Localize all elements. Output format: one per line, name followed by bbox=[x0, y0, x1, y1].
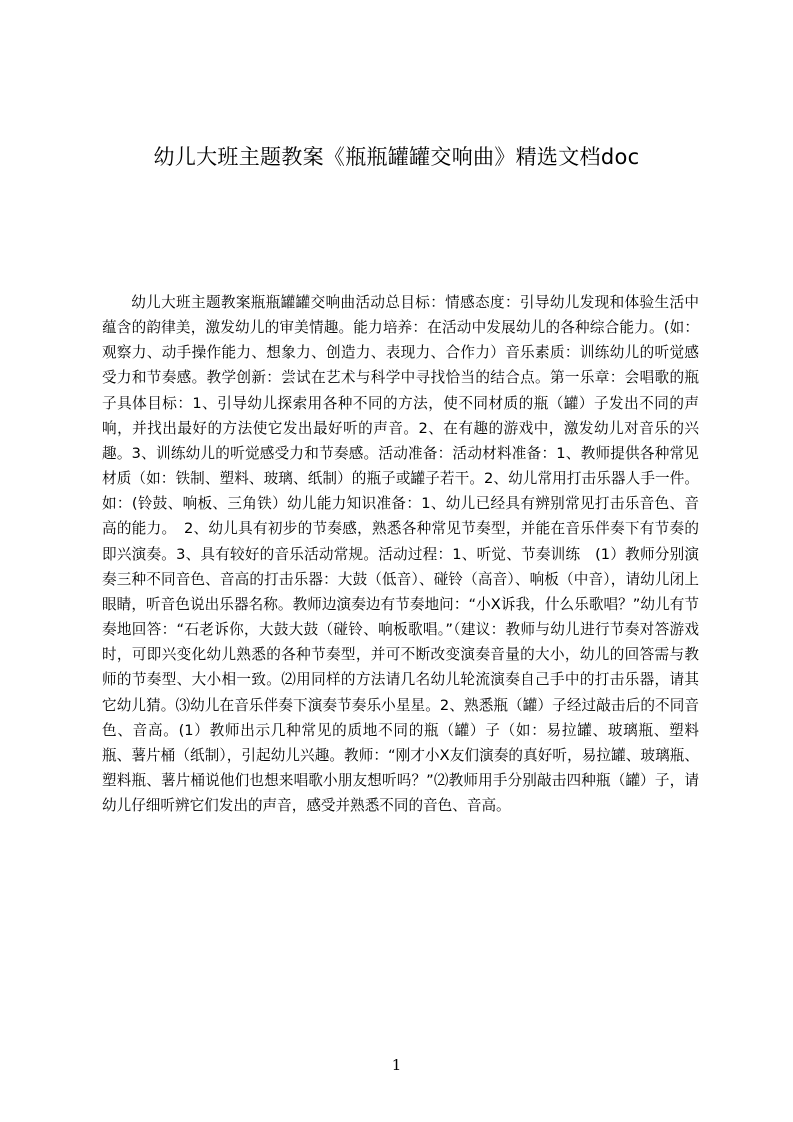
document-title: 幼儿大班主题教案《瓶瓶罐罐交响曲》精选文档doc bbox=[153, 145, 640, 169]
document-body-paragraph: 幼儿大班主题教案瓶瓶罐罐交响曲活动总目标：情感态度：引导幼儿发现和体验生活中蕴含的韵律美，激发幼儿的审美情趣。能力培养：在活动中发展幼儿的各种综合能力。(如：观察力、动手操作能力、想象力、创造力、表现力、合作力）音乐素质：训练幼儿的听觉感受力和节奏感。教学创新：尝试在艺术与科学中寻找恰当的结合点。第一乐章：会唱歌的瓶子具体目标：1、引导幼儿探索用各种不同的方法，使不同材质的瓶（罐）子发出不同的声响，并找出最好的方法使它发出最好听的声音。2、在有趣的游戏中，激发幼儿对音乐的兴趣。3、训练幼儿的听觉感受力和节奏感。活动准备：活动材料准备：1、教师提供各种常见材质（如：铁制、塑料、玻璃、纸制）的瓶子或罐子若干。2、幼儿常用打击乐器人手一件。如：(铃鼓、响板、三角铁）幼儿能力知识准备：1、幼儿已经具有辨别常见打击乐音色、音高的能力。 2、幼儿具有初步的节奏感，熟悉各种常见节奏型，并能在音乐伴奏下有节奏的即兴演奏。3、具有较好的音乐活动常规。活动过程：1、听觉、节奏训练 (1）教师分别演奏三种不同音色、音高的打击乐器：大鼓（低音）、碰铃（高音）、响板（中音），请幼儿闭上眼睛，听音色说出乐器名称。教师边演奏边有节奏地问：“小X诉我，什么乐歌唱？”幼儿有节奏地回答：“石老诉你，大鼓大鼓（碰铃、响板歌唱。”（建议：教师与幼儿进行节奏对答游戏时，可即兴变化幼儿熟悉的各种节奏型，并可不断改变演奏音量的大小，幼儿的回答需与教师的节奏型、大小相一致。⑵用同样的方法请几名幼儿轮流演奏自己手中的打击乐器，请其它幼儿猜。⑶幼儿在音乐伴奏下演奏节奏乐小星星。2、熟悉瓶（罐）子经过敲击后的不同音色、音高。(1）教师出示几种常见的质地不同的瓶（罐）子（如：易拉罐、玻璃瓶、塑料瓶、薯片桶（纸制），引起幼儿兴趣。教师：“刚才小X友们演奏的真好听，易拉罐、玻璃瓶、塑料瓶、薯片桶说他们也想来唱歌小朋友想听吗？”⑵教师用手分别敲击四种瓶（罐）子，请幼儿仔细听辨它们发出的声音，感受并熟悉不同的音色、音高。 bbox=[102, 294, 699, 815]
page-number: 1 bbox=[391, 1056, 402, 1074]
